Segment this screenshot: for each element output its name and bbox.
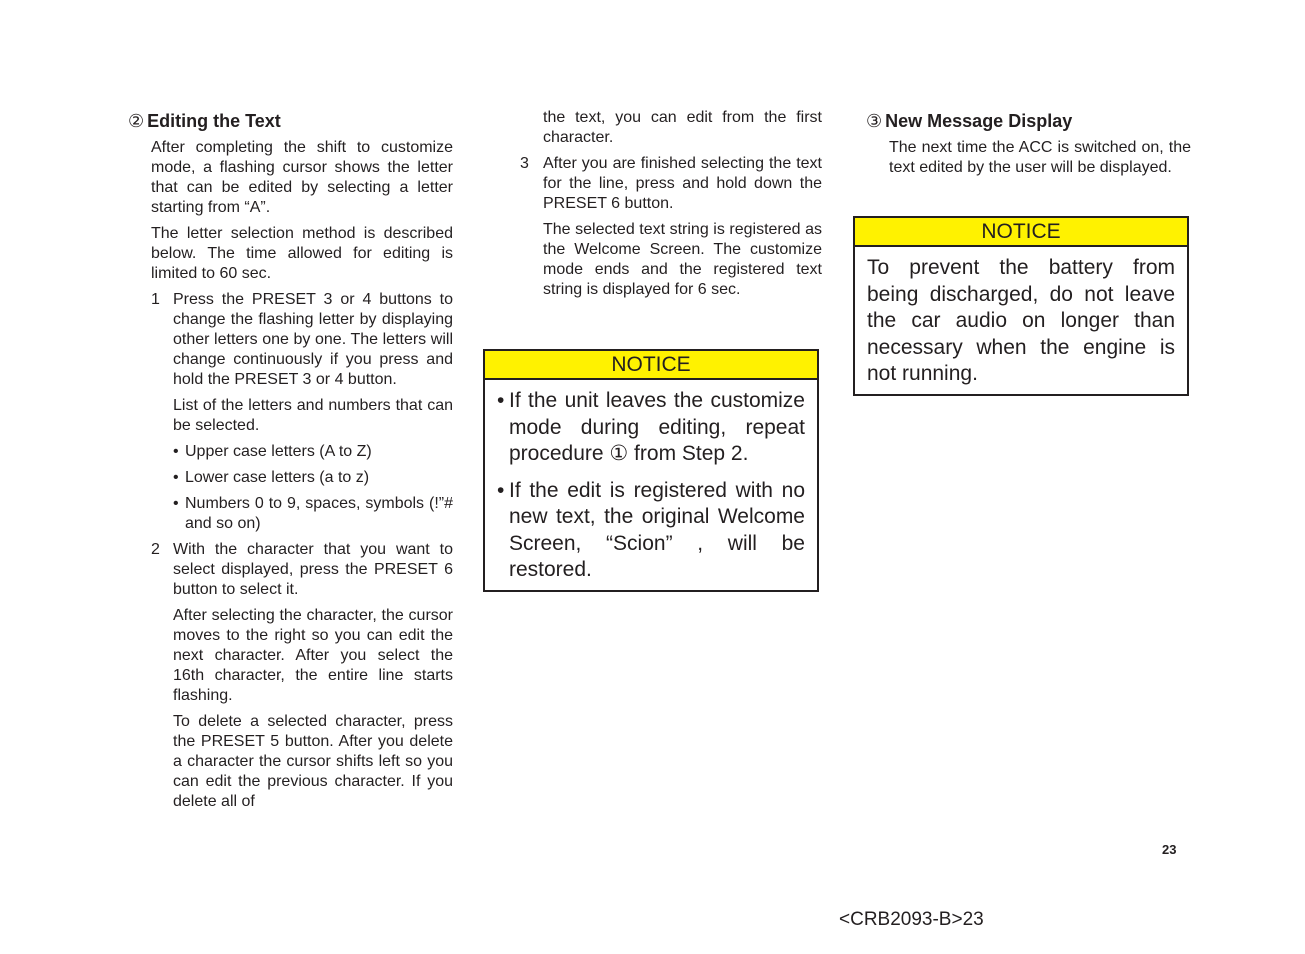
step-text: After you are finished selecting the text for the line, press and hold down the PRESET 6 button.	[543, 155, 822, 212]
section-title-text: New Message Display	[885, 111, 1073, 131]
step-2	[128, 540, 453, 600]
column-middle	[484, 108, 822, 306]
intro-paragraph-1: After completing the shift to customize mode, a flashing cursor shows the letter that can be edited by selecting a letter starting from “A”.	[151, 139, 453, 216]
bullet-dot: •	[497, 389, 505, 412]
list-item	[173, 442, 453, 462]
intro-paragraph-2: The letter selection method is described below. The time allowed for editing is limited to 60 sec.	[151, 225, 453, 282]
section-number: ③	[866, 111, 883, 131]
step-3-paragraph: The selected text string is registered as the Welcome Screen. The customize mode ends and the registered text string is displayed for 6 sec.	[543, 221, 822, 298]
page-number: 23	[1162, 842, 1177, 857]
column-left	[128, 108, 453, 818]
step-text: With the character that you want to select displayed, press the PRESET 6 button to select it.	[173, 541, 453, 598]
notice-heading: NOTICE	[855, 218, 1187, 247]
notice-item-text: If the edit is registered with no new text, the original Welcome Screen, “Scion” , will be restored.	[509, 478, 805, 581]
section-3-paragraph: The next time the ACC is switched on, the text edited by the user will be displayed.	[889, 139, 1191, 176]
bullet-dot: •	[173, 469, 179, 486]
step-2-paragraph-2: To delete a selected character, press the PRESET 5 button. After you delete a character the cursor shifts left so you can edit the previous character. If you delete all of	[173, 713, 453, 810]
notice-box-editing	[483, 349, 819, 592]
column-right	[866, 108, 1191, 184]
bullet-dot: •	[173, 443, 179, 460]
notice-box-battery	[853, 216, 1189, 396]
section-new-message-title	[866, 108, 1191, 134]
notice-item	[497, 478, 805, 584]
step-1	[128, 290, 453, 390]
notice-item-text: If the unit leaves the customize mode during editing, repeat procedure ① from Step 2.	[509, 389, 805, 465]
list-intro: List of the letters and numbers that can be selected.	[173, 397, 453, 434]
step-3	[484, 154, 822, 214]
bullet-dot: •	[173, 495, 179, 512]
step-number: 3	[520, 155, 529, 172]
list-item-text: Upper case letters (A to Z)	[185, 443, 372, 460]
section-editing-title	[128, 108, 453, 134]
footer-document-code: <CRB2093-B>23	[839, 909, 984, 930]
list-item-text: Numbers 0 to 9, spaces, symbols (!”# and so on)	[185, 495, 453, 532]
step-2-paragraph-2-continued: the text, you can edit from the first character.	[543, 109, 822, 146]
step-number: 2	[151, 541, 160, 558]
notice-heading: NOTICE	[485, 351, 817, 380]
bullet-dot: •	[497, 478, 505, 502]
section-number: ②	[128, 111, 145, 131]
notice-body	[855, 247, 1187, 394]
list-item	[173, 494, 453, 534]
notice-text: To prevent the battery from being discharged, do not leave the car audio on longer than necessary when the engine is not running.	[867, 256, 1175, 385]
section-title-text: Editing the Text	[147, 111, 281, 131]
notice-body	[485, 380, 817, 590]
step-2-paragraph-1: After selecting the character, the cursor moves to the right so you can edit the next character. After you select the 16th character, the entire line starts flashing.	[173, 607, 453, 704]
list-item-text: Lower case letters (a to z)	[185, 469, 370, 486]
step-text: Press the PRESET 3 or 4 buttons to change the flashing letter by displaying other letters one by one. The letters will change continuously if you press and hold the PRESET 3 or 4 button.	[173, 291, 453, 388]
list-item	[173, 468, 453, 488]
step-number: 1	[151, 291, 160, 308]
notice-item	[497, 388, 805, 468]
